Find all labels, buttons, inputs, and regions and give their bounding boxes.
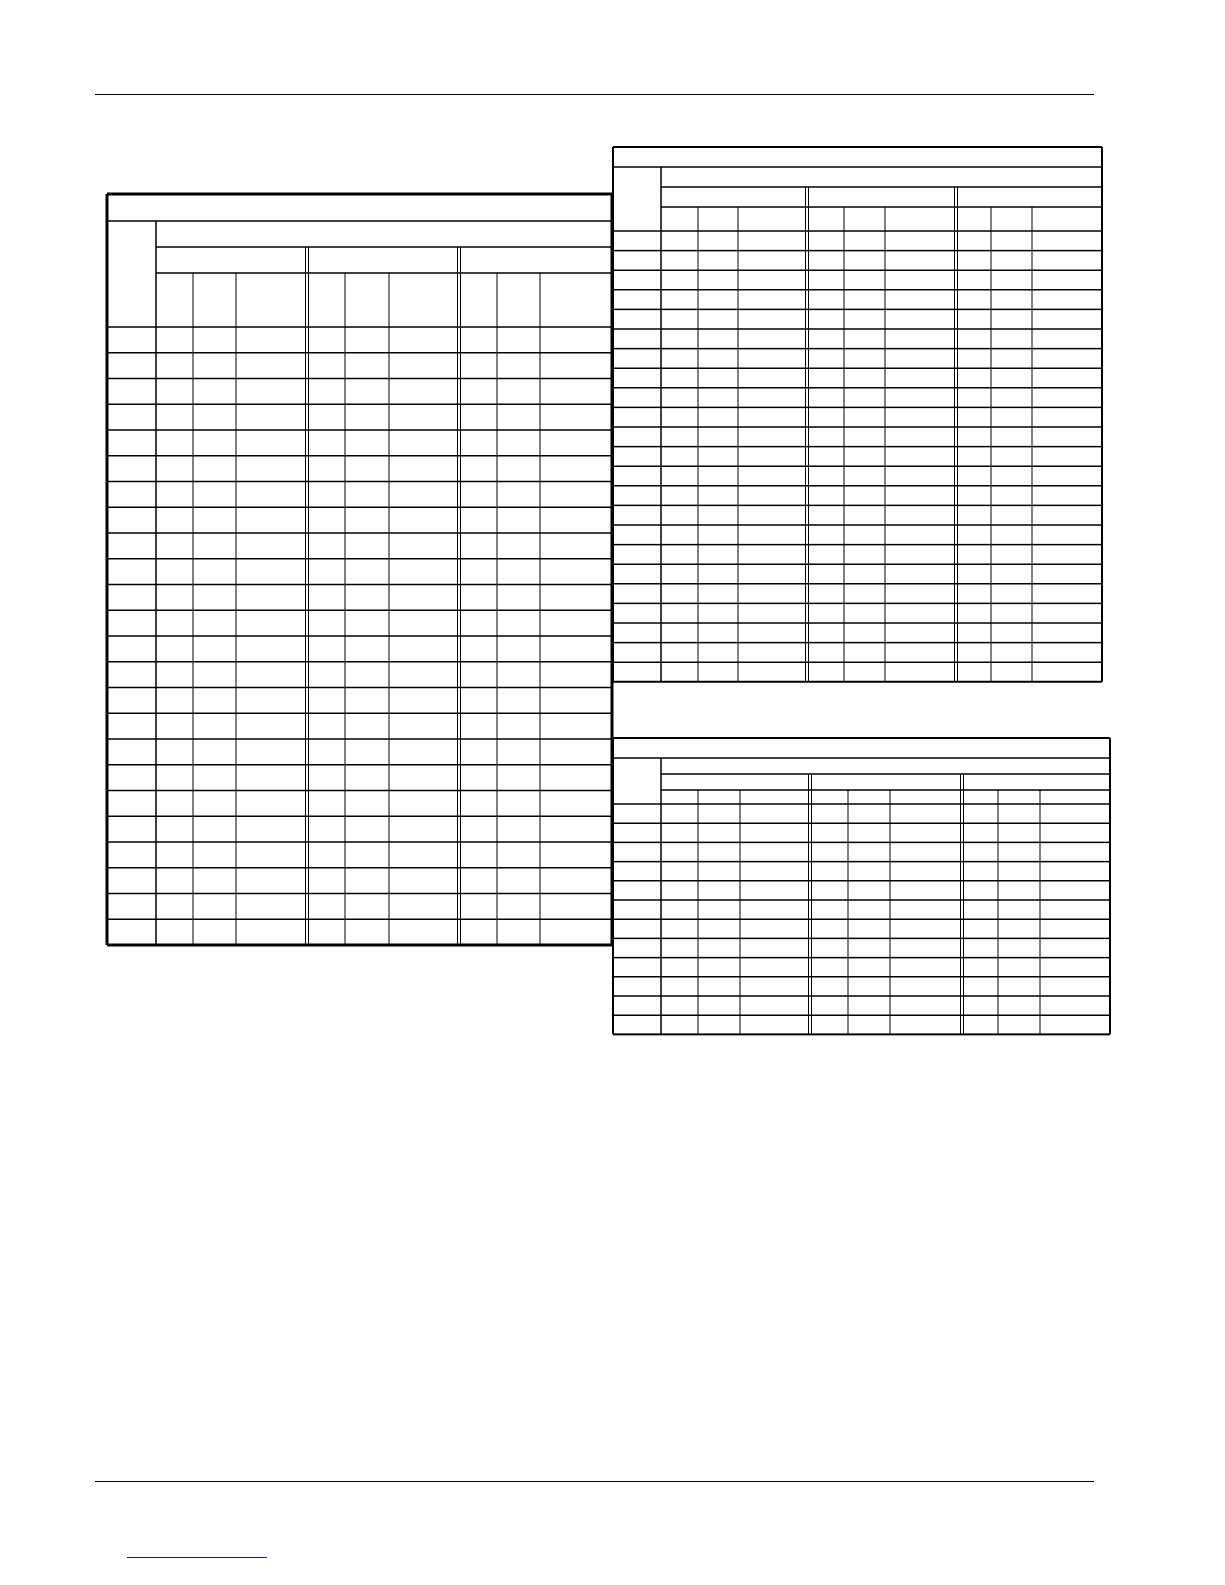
top-right-table (613, 147, 1102, 682)
bottom-right-table (613, 738, 1110, 1034)
left-table (107, 194, 612, 945)
